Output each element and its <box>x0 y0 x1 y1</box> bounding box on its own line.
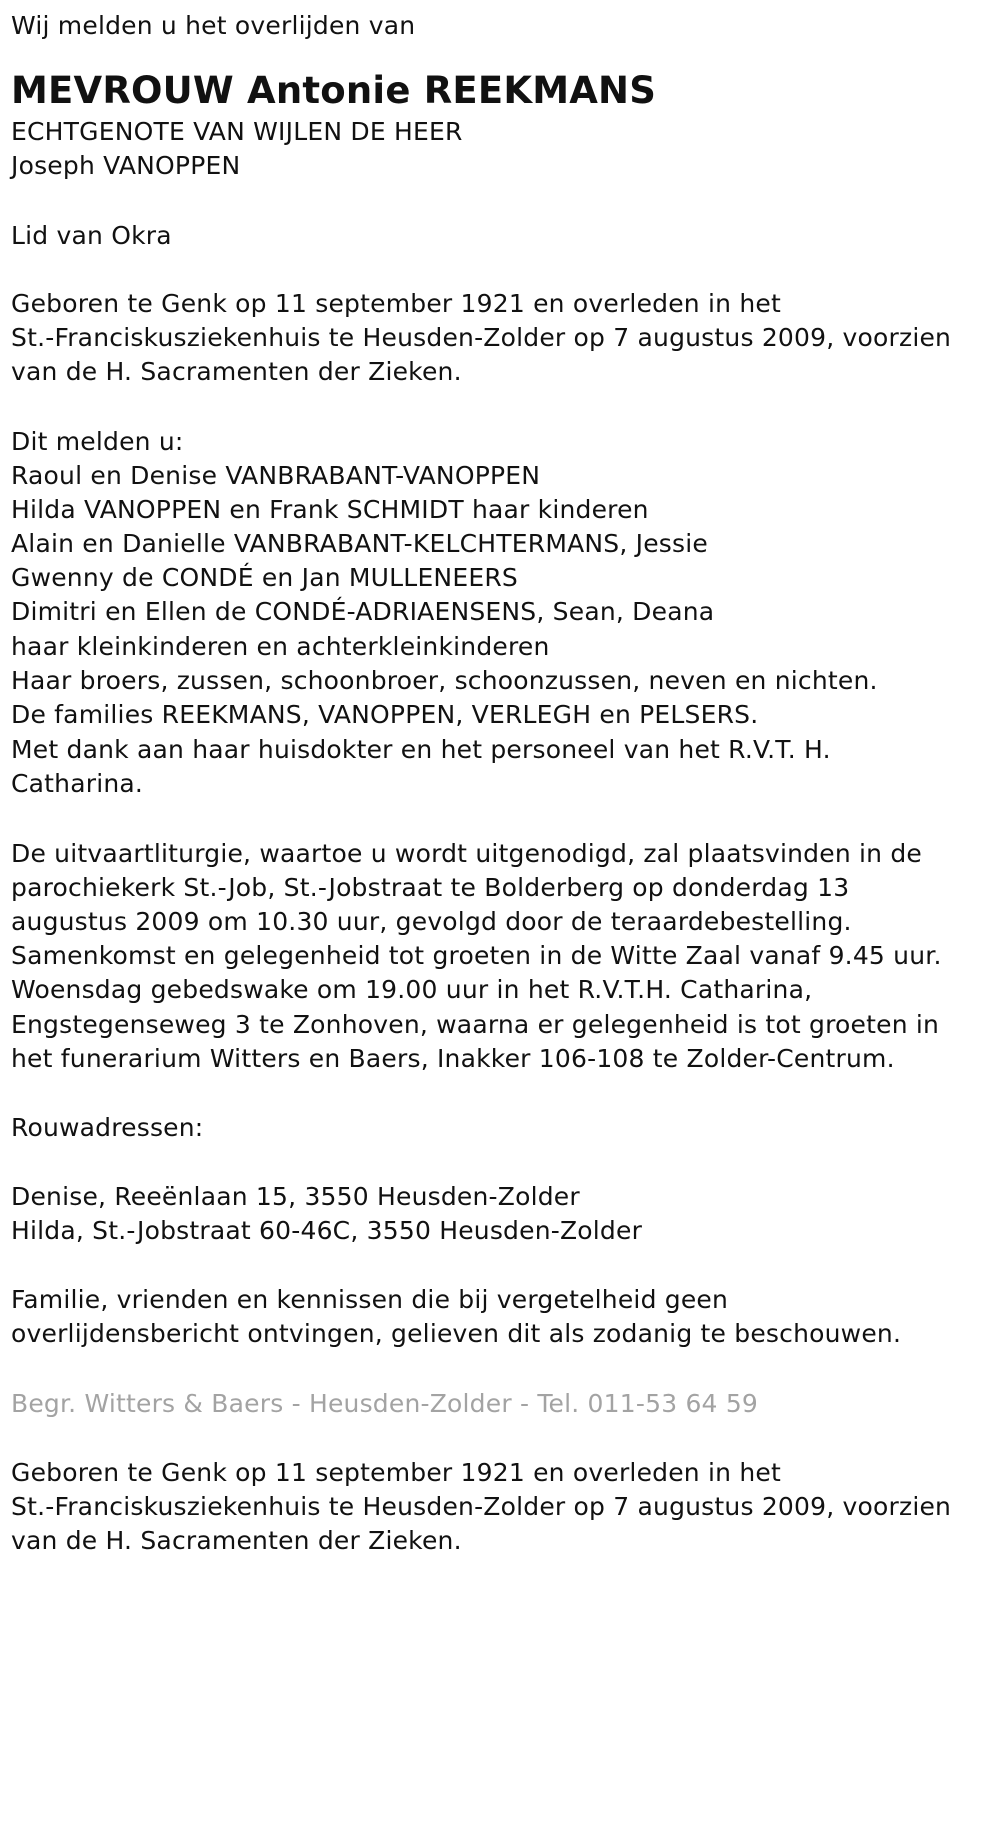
spouse-line-1: ECHTGENOTE VAN WIJLEN DE HEER <box>11 117 463 146</box>
membership-text: Lid van Okra <box>11 221 172 250</box>
intro-text: Wij melden u het overlijden van <box>11 11 416 40</box>
birth-death-line: van de H. Sacramenten der Zieken. <box>11 357 462 386</box>
ceremony-line: De uitvaartliturgie, waartoe u wordt uitgenodigd, zal plaatsvinden in de <box>11 839 922 868</box>
spouse-line-2: Joseph VANOPPEN <box>11 151 241 180</box>
ceremony-line: augustus 2009 om 10.30 uur, gevolgd door de teraardebestelling. <box>11 907 852 936</box>
notice-line: Familie, vrienden en kennissen die bij vergetelheid geen <box>11 1285 729 1314</box>
funeral-home-contact: Begr. Witters & Baers - Heusden-Zolder - Tel. 011-53 64 59 <box>11 1389 759 1418</box>
birth-death-repeat-line: van de H. Sacramenten der Zieken. <box>11 1526 462 1555</box>
ceremony-line: Woensdag gebedswake om 19.00 uur in het R.V.T.H. Catharina, <box>11 975 813 1004</box>
birth-death-line: Geboren te Genk op 11 september 1921 en overleden in het <box>11 289 781 318</box>
announcer-line: Gwenny de CONDÉ en Jan MULLENEERS <box>11 563 518 592</box>
announcer-line: Catharina. <box>11 769 144 798</box>
address-line: Hilda, St.-Jobstraat 60-46C, 3550 Heusden-Zolder <box>11 1216 643 1245</box>
birth-death-repeat-line: St.-Franciskusziekenhuis te Heusden-Zolder op 7 augustus 2009, voorzien <box>11 1492 952 1521</box>
ceremony-line: Samenkomst en gelegenheid tot groeten in de Witte Zaal vanaf 9.45 uur. <box>11 941 942 970</box>
announcer-line: De families REEKMANS, VANOPPEN, VERLEGH en PELSERS. <box>11 700 759 729</box>
announcer-line: Raoul en Denise VANBRABANT-VANOPPEN <box>11 461 541 490</box>
notice-line: overlijdensbericht ontvingen, gelieven dit als zodanig te beschouwen. <box>11 1319 902 1348</box>
ceremony-line: Engstegenseweg 3 te Zonhoven, waarna er gelegenheid is tot groeten in <box>11 1010 940 1039</box>
addresses-heading: Rouwadressen: <box>11 1113 204 1142</box>
deceased-name: MEVROUW Antonie REEKMANS <box>11 69 657 112</box>
birth-death-repeat-line: Geboren te Genk op 11 september 1921 en overleden in het <box>11 1458 781 1487</box>
ceremony-line: het funerarium Witters en Baers, Inakker 106-108 te Zolder-Centrum. <box>11 1044 895 1073</box>
ceremony-line: parochiekerk St.-Job, St.-Jobstraat te Bolderberg op donderdag 13 <box>11 873 850 902</box>
address-line: Denise, Reeënlaan 15, 3550 Heusden-Zolder <box>11 1182 580 1211</box>
announcers-heading: Dit melden u: <box>11 427 184 456</box>
announcer-line: Alain en Danielle VANBRABANT-KELCHTERMANS, Jessie <box>11 529 708 558</box>
announcer-line: Hilda VANOPPEN en Frank SCHMIDT haar kinderen <box>11 495 649 524</box>
announcer-line: Dimitri en Ellen de CONDÉ-ADRIAENSENS, Sean, Deana <box>11 597 715 626</box>
announcer-line: Haar broers, zussen, schoonbroer, schoonzussen, neven en nichten. <box>11 666 878 695</box>
announcer-line: Met dank aan haar huisdokter en het personeel van het R.V.T. H. <box>11 735 831 764</box>
announcer-line: haar kleinkinderen en achterkleinkinderen <box>11 632 550 661</box>
birth-death-line: St.-Franciskusziekenhuis te Heusden-Zolder op 7 augustus 2009, voorzien <box>11 323 952 352</box>
